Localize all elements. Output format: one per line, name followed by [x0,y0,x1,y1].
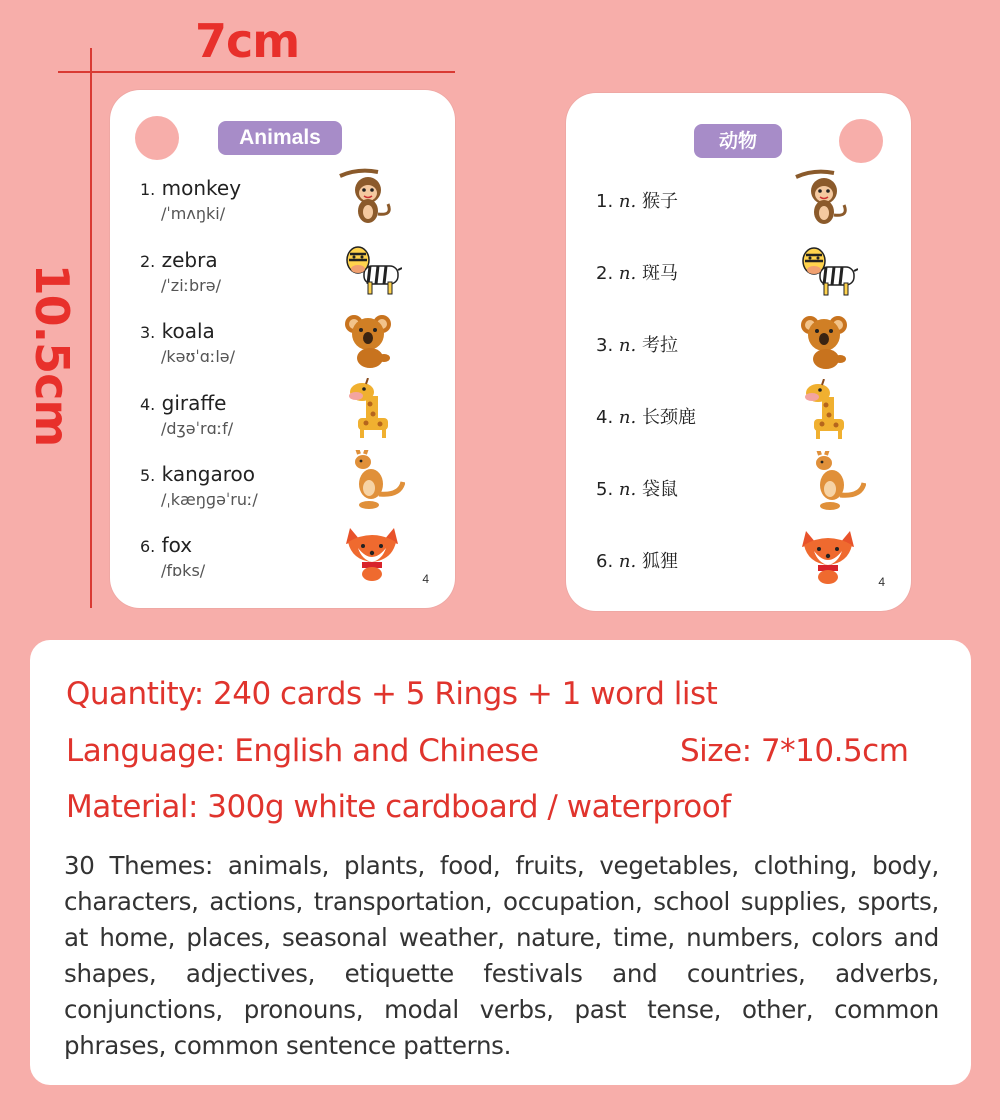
height-dimension-line [90,48,92,608]
size-text: Size: 7*10.5cm [680,733,909,769]
koala-icon [340,310,400,370]
giraffe-icon [342,378,402,438]
page-number: 4 [422,572,429,586]
entry-word: 1. n. 猴子 [596,191,678,212]
language-text: Language: English and Chinese [66,733,539,769]
entry-word: 1. monkey [140,176,242,200]
entry-phonetic: /dʒəˈrɑːf/ [161,419,234,438]
monkey-icon [794,167,854,227]
entry-word: 3. koala [140,319,215,343]
width-dimension-label: 7cm [195,14,300,68]
entry-word: 2. n. 斑马 [596,263,678,284]
entry-word: 3. n. 考拉 [596,335,678,356]
fox-icon [342,522,402,582]
koala-icon [796,311,856,371]
page-number: 4 [878,575,885,589]
card-title: Animals [218,121,342,155]
kangaroo-icon [345,450,405,510]
kangaroo-icon [806,451,866,511]
chinese-flashcard [566,93,911,611]
english-flashcard [110,90,455,608]
ring-hole [839,119,883,163]
ring-hole [135,116,179,160]
themes-text: 30 Themes: animals, plants, food, fruits, vegetables, clothing, body, characters, actions, transportation, occupation, school supplies, sports, at home, places, seasonal weather, nature, time, numbers, colors and shapes, adjectives, etiquette festivals and countries, adverbs, conjunctions, pronouns, modal verbs, past tense, other, common phrases, common sentence patterns. [64,851,939,1060]
monkey-icon [338,166,398,226]
entry-phonetic: /ˈmʌŋki/ [161,204,226,223]
height-dimension-label: 10.5cm [25,263,79,447]
quantity-text: Quantity: 240 cards + 5 Rings + 1 word list [66,676,718,712]
material-text: Material: 300g white cardboard / waterproof [66,789,731,825]
fox-icon [798,525,858,585]
zebra-icon [798,239,858,299]
giraffe-icon [798,379,858,439]
entry-word: 4. n. 长颈鹿 [596,407,696,428]
zebra-icon [342,238,402,298]
entry-word: 4. giraffe [140,391,227,415]
card-title: 动物 [694,124,782,158]
entry-phonetic: /kəʊˈɑːlə/ [161,347,236,366]
product-info-panel [30,640,971,1085]
entry-phonetic: /fɒks/ [161,561,206,580]
entry-phonetic: /ˈziːbrə/ [161,276,221,295]
width-dimension-line [58,71,455,73]
entry-word: 2. zebra [140,248,218,272]
entry-phonetic: /ˌkæŋɡəˈruː/ [161,490,258,509]
entry-word: 5. kangaroo [140,462,255,486]
entry-word: 6. n. 狐狸 [596,551,678,572]
entry-word: 5. n. 袋鼠 [596,479,678,500]
entry-word: 6. fox [140,533,193,557]
